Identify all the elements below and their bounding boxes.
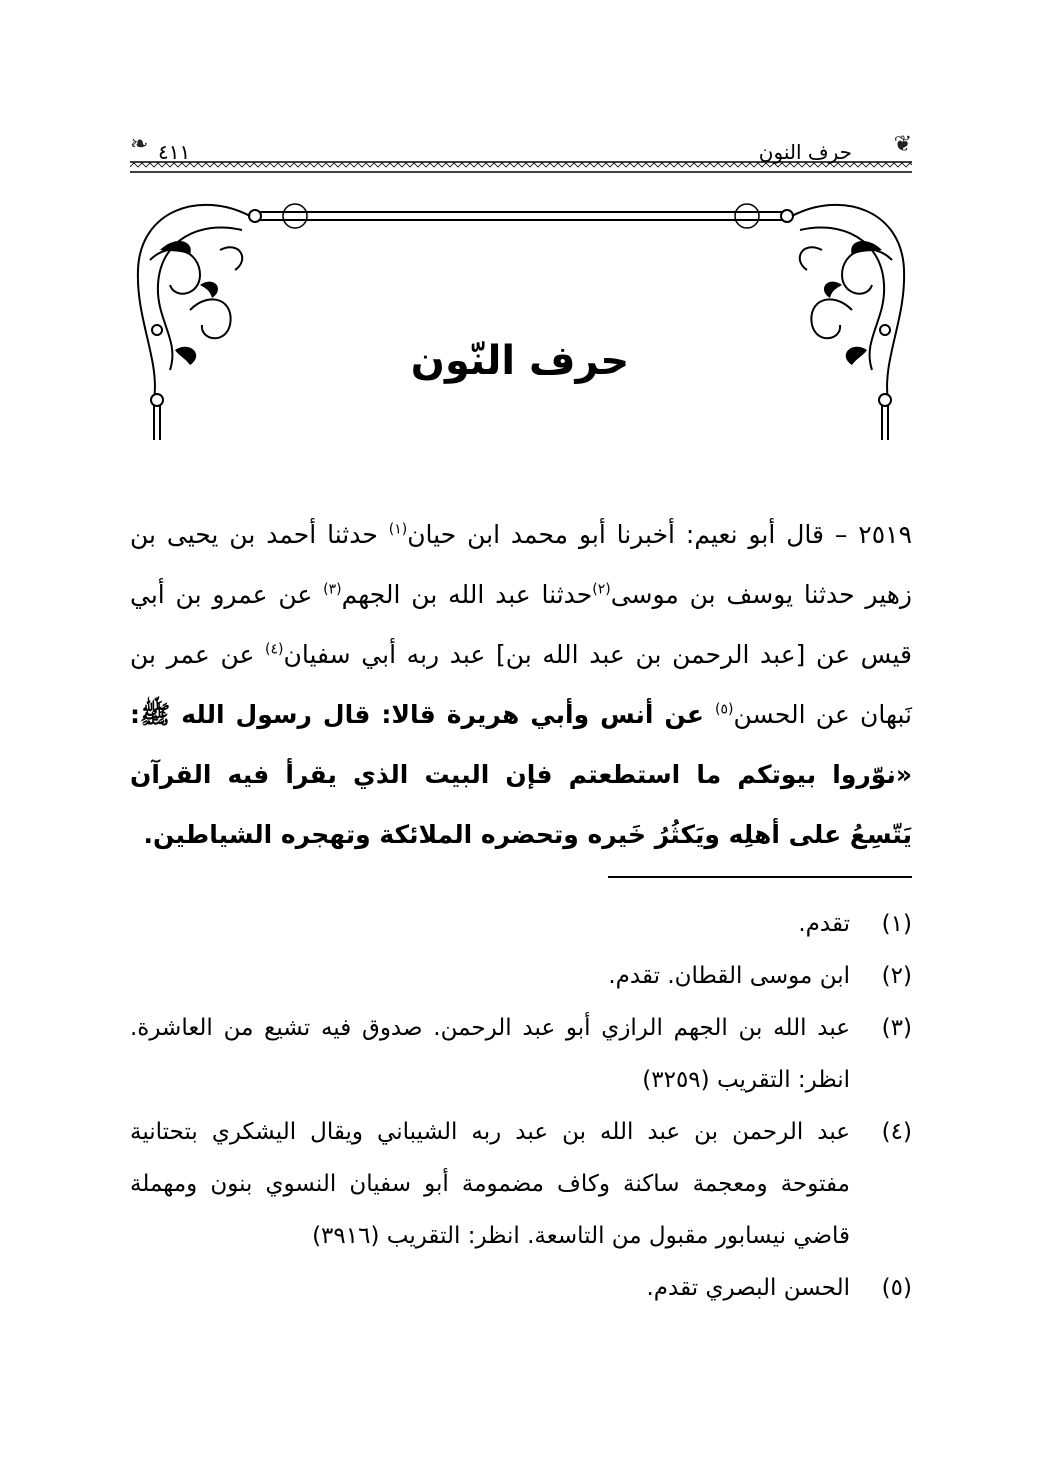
hadith-text-segment: عن عمر بن نَبهان عن الحسن — [130, 640, 912, 729]
hadith-matn: عن أنس وأبي هريرة قالا: قال رسول الله ﷺ: «نوّروا بيوتكم ما استطعتم فإن البيت الذي يقرأ فيه القرآن يَتّسِعُ على أهلِه ويَكثُرُ خَيره وتحضره الملائكة وتهجره الشياطين. — [130, 700, 912, 849]
ornamental-frame — [130, 190, 912, 450]
footnote-number: (٢) — [881, 963, 912, 989]
footnote-text: تقدم. — [798, 911, 850, 937]
footnote-text: ابن موسى القطان. تقدم. — [608, 963, 850, 989]
footnote-ref: (٥) — [715, 701, 734, 718]
left-corner-ornament-icon — [138, 205, 250, 440]
footnote-item — [130, 898, 912, 950]
chapter-title: حرف النّون — [410, 338, 630, 384]
header-divider — [130, 160, 912, 174]
right-corner-ornament-icon — [792, 205, 904, 440]
footnote-number: (٣) — [881, 1015, 912, 1041]
footnote-item — [130, 1002, 912, 1106]
hadith-text-segment: عن عمرو بن أبي قيس عن [عبد الرحمن بن عبد الله بن] عبد ربه أبي سفيان — [130, 580, 912, 669]
footnote-text: الحسن البصري تقدم. — [646, 1275, 850, 1301]
footnote-separator — [608, 876, 912, 878]
footnote-text: عبد الرحمن بن عبد الله بن عبد ربه الشيباني ويقال اليشكري بتحتانية مفتوحة ومعجمة ساكنة وكاف مضمومة أبو سفيان النسوي بنون ومهملة قاضي نيسابور مقبول من التاسعة. انظر: التقريب (٣٩١٦) — [130, 1119, 850, 1249]
footnote-text: عبد الله بن الجهم الرازي أبو عبد الرحمن. صدوق فيه تشيع من العاشرة. انظر: التقريب (٣٢٥٩) — [130, 1015, 850, 1093]
header-ornament-left-icon: ❧ — [130, 132, 149, 157]
footnote-ref: (٣) — [323, 581, 342, 598]
hadith-number: ٢٥١٩ — [858, 520, 912, 549]
footnote-ref: (١) — [388, 521, 408, 538]
hadith-text-segment: حدثنا أحمد بن يحيى بن زهير حدثنا يوسف بن موسى — [130, 520, 913, 609]
footnote-item — [130, 1106, 912, 1262]
footnote-number: (١) — [881, 911, 912, 937]
footnote-item — [130, 950, 912, 1002]
footnotes — [130, 898, 912, 1314]
hadith-text-segment: حدثنا عبد الله بن الجهم — [341, 580, 593, 609]
page-number: ٤١١ — [158, 140, 191, 164]
hadith-text-segment: قال أبو نعيم: أخبرنا أبو محمد ابن حيان — [407, 520, 824, 549]
footnote-number: (٥) — [881, 1275, 912, 1301]
hadith-paragraph: ٢٥١٩ – قال أبو نعيم: أخبرنا أبو محمد ابن حيان$^{(١)}$ حدثنا أحمد بن يحيى بن زهير حدثنا يوسف بن موسى$^{(٢)}$حدثنا عبد الله بن الجهم$^{(٣)}$ عن عمرو بن أبي قيس عن [عبد الرحمن بن عبد الله بن] عبد ربه أبي سفيان$^{(٤)}$ عن عمر بن نَبهان عن الحسن$^{(٥)}$ عن أنس وأبي هريرة قالا: قال رسول الله ﷺ: «نوّروا بيوتكم ما استطعتم فإن البيت الذي يقرأ فيه القرآن يَتّسِعُ على أهلِه ويَكثُرُ خَيره وتحضره الملائكة وتهجره الشياطين. — [130, 520, 913, 849]
running-title: حرف النون — [758, 140, 852, 164]
footnote-item — [130, 1262, 912, 1314]
header-ornament-right-icon: ❦ — [893, 132, 912, 157]
footnote-number: (٤) — [881, 1119, 912, 1145]
footnote-ref: (٤) — [265, 641, 284, 658]
footnote-ref: (٢) — [592, 581, 611, 598]
